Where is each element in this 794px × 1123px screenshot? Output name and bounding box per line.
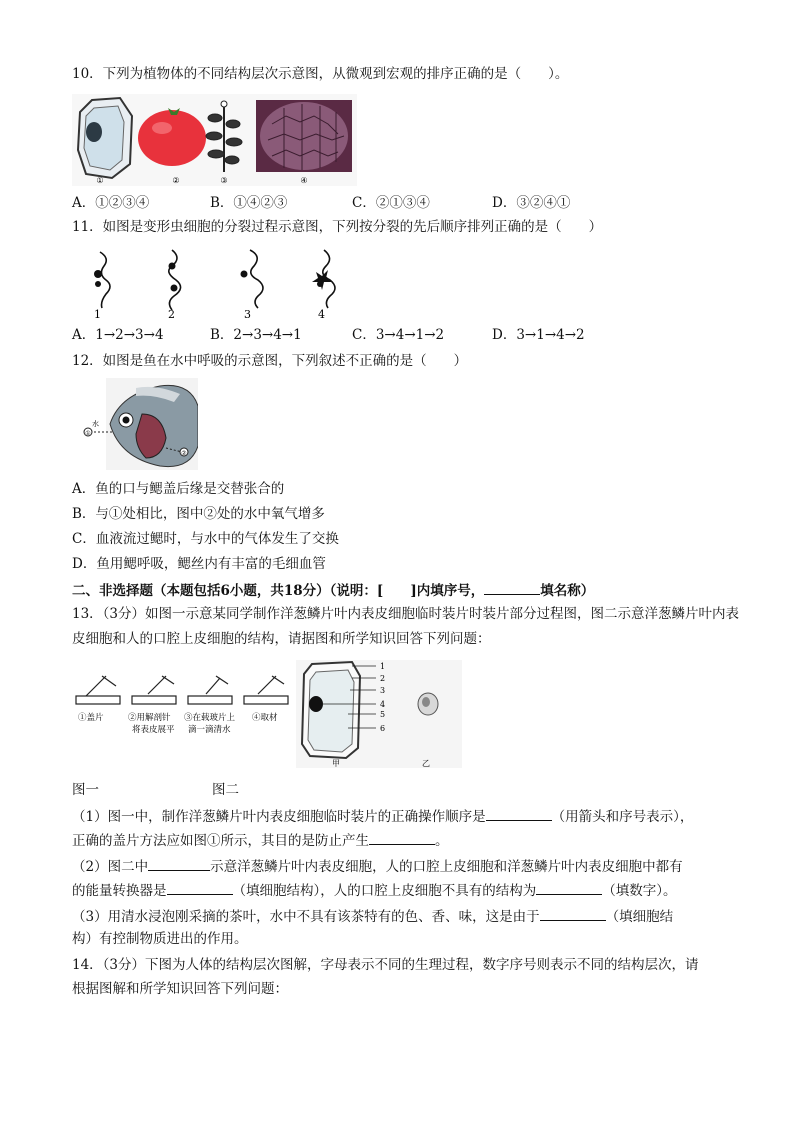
q13-stem-1: 13．（3分）如图一示意某同学制作洋葱鳞片叶内表皮细胞临时装片时装片部分过程图，图二示意洋葱鳞片叶内表 [72, 606, 740, 622]
q13-p1b: （用箭头和序号表示）， [551, 809, 694, 825]
section-2-heading [72, 580, 594, 600]
q12-fish-figure [76, 378, 198, 470]
answer-blank[interactable] [369, 830, 435, 845]
q10-label-2: ② [172, 176, 180, 185]
cell-label-5: 5 [380, 710, 386, 719]
q12-option-a[interactable]: A．鱼的口与鳃盖后缘是交替张合的 [72, 481, 285, 497]
q13-part-2-line-2 [72, 880, 677, 900]
q14-stem-1: 14．（3分）下图为人体的结构层次图解，字母表示不同的生理过程，数字序号则表示不同的结构层次，请 [72, 957, 699, 973]
q12-option-c[interactable]: C．血液流过鳃时，与水中的气体发生了交换 [72, 531, 339, 547]
q12-stem: 12．如图是鱼在水中呼吸的示意图，下列叙述不正确的是（ ） [72, 353, 468, 369]
q13-p2c: 的能量转换器是 [72, 883, 167, 899]
q13-part-3-line-1 [72, 906, 673, 926]
q11-label-2: 2 [168, 308, 175, 321]
q10-option-a[interactable]: A．①②③④ [72, 195, 150, 211]
plant-cell-image [78, 98, 132, 178]
blank [484, 580, 540, 595]
q13-p3a: （3）用清水浸泡刚采摘的茶叶，水中不具有该茶特有的色、香、味，这是由于 [72, 909, 540, 925]
q10-label-3: ③ [220, 176, 228, 185]
q12-option-d[interactable]: D．鱼用鳃呼吸，鳃丝内有丰富的毛细血管 [72, 556, 326, 572]
q13-p1a: （1）图一中，制作洋葱鳞片叶内表皮细胞临时装片的正确操作顺序是 [72, 809, 486, 825]
cheek-cell-yi [418, 693, 438, 715]
q13-caption-2: 图二 [212, 782, 239, 798]
q13-caption-1: 图一 [72, 782, 99, 798]
answer-blank[interactable] [486, 806, 552, 821]
q11-option-c[interactable]: C．3→4→1→2 [352, 327, 445, 343]
q12-option-b[interactable]: B．与①处相比，图中②处的水中氧气增多 [72, 506, 325, 522]
section-2-title-tail: 填名称） [540, 583, 595, 599]
q13-p1c: 正确的盖片方法应如图①所示，其目的是防止产生 [72, 833, 369, 849]
q11-label-4: 4 [318, 308, 325, 321]
q13-p2d: （填细胞结构），人的口腔上皮细胞不具有的结构为 [232, 883, 537, 899]
cell-label-yi: 乙 [422, 759, 430, 768]
q10-option-c[interactable]: C．②①③④ [352, 195, 430, 211]
q13-p1d: 。 [435, 833, 449, 849]
answer-blank[interactable] [540, 906, 606, 921]
q13-stem-2: 皮细胞和人的口腔上皮细胞的结构，请据图和所学知识回答下列问题： [72, 631, 491, 647]
q13-p2a: （2）图二中 [72, 859, 149, 875]
answer-blank[interactable] [148, 856, 210, 871]
q10-figure [72, 94, 357, 186]
q13-figure-1 [72, 670, 298, 740]
q13-part-1-line-2 [72, 830, 449, 850]
tissue-image [256, 100, 352, 172]
q11-stem: 11．如图是变形虫细胞的分裂过程示意图，下列按分裂的先后顺序排列正确的是（ ） [72, 219, 603, 235]
q13-step-1: ①盖片 [78, 713, 104, 723]
q10-label-4: ④ [300, 176, 308, 185]
q11-label-3: 3 [244, 308, 251, 321]
answer-blank[interactable] [536, 880, 602, 895]
q11-option-b[interactable]: B．2→3→4→1 [210, 327, 302, 343]
q13-p2b: 示意洋葱鳞片叶内表皮细胞，人的口腔上皮细胞和洋葱鳞片叶内表皮细胞中都有 [210, 859, 683, 875]
cell-label-1: 1 [380, 662, 386, 671]
q10-option-b[interactable]: B．①④②③ [210, 195, 288, 211]
q11-option-d[interactable]: D．3→1→4→2 [492, 327, 585, 343]
cell-label-2: 2 [380, 674, 386, 683]
fish-label-water: 水 [92, 420, 99, 428]
cell-label-6: 6 [380, 724, 386, 733]
q14-stem-2: 根据图解和所学知识回答下列问题： [72, 981, 288, 997]
q13-part-1-line-1 [72, 806, 693, 826]
cell-label-jia: 甲 [332, 759, 340, 768]
q10-stem: 10．下列为植物体的不同结构层次示意图，从微观到宏观的排序正确的是（ ）。 [72, 66, 569, 82]
cell-label-4: 4 [380, 700, 386, 709]
cell-label-3: 3 [380, 686, 386, 695]
q13-step-2b: 将表皮展平 [132, 725, 175, 735]
q10-label-1: ① [96, 176, 104, 185]
fish-label-in: ① [85, 430, 91, 437]
onion-cell-jia [302, 662, 360, 758]
q13-p3b: （填细胞结 [605, 909, 674, 925]
fish-label-out: ② [181, 450, 187, 457]
q11-figure [72, 244, 357, 322]
q13-part-3-line-2: 构）有控制物质进出的作用。 [72, 931, 248, 947]
q13-step-4: ④取材 [252, 713, 278, 723]
q13-part-2-line-1 [72, 856, 683, 876]
q13-step-2a: ②用解剖针 [128, 713, 171, 723]
q13-step-3a: ③在载玻片上 [184, 713, 236, 723]
section-2-title: 二、非选择题（本题包括6小题，共18分）（说明：[ ]内填序号， [72, 583, 485, 599]
q10-option-d[interactable]: D．③②④① [492, 195, 571, 211]
q11-label-1: 1 [94, 308, 101, 321]
q13-step-3b: 滴一滴清水 [188, 725, 231, 735]
q13-p2e: （填数字）。 [602, 883, 677, 899]
q11-option-a[interactable]: A．1→2→3→4 [72, 327, 164, 343]
q13-figure-2 [296, 660, 462, 768]
answer-blank[interactable] [167, 880, 233, 895]
